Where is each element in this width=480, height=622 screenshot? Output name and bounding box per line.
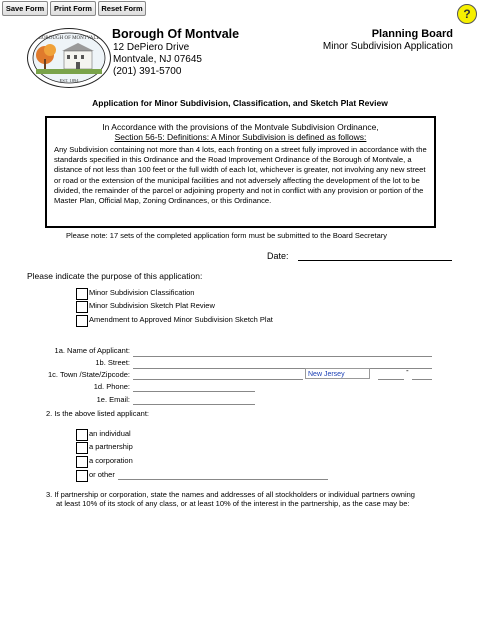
applicant-individual-label: an individual xyxy=(89,429,131,438)
applicant-street-label: 1b. Street: xyxy=(95,358,130,367)
applicant-email-input[interactable] xyxy=(133,395,255,405)
date-field[interactable] xyxy=(298,260,452,261)
applicant-town-label: 1c. Town /State/Zipcode: xyxy=(48,370,130,379)
help-icon[interactable]: ? xyxy=(457,4,477,24)
q2-label: 2. Is the above listed applicant: xyxy=(46,409,149,418)
seal-top-text: BOROUGH OF MONTVALE xyxy=(38,36,100,41)
reset-form-button[interactable]: Reset Form xyxy=(98,1,146,16)
applicant-individual-checkbox[interactable] xyxy=(76,429,88,441)
q3-line-1: 3. If partnership or corporation, state the names and addresses of all stockholders or individual partners owning xyxy=(46,490,415,499)
purpose-prompt: Please indicate the purpose of this application: xyxy=(27,271,203,281)
form-title: Application for Minor Subdivision, Classification, and Sketch Plat Review xyxy=(92,98,388,108)
seal-year-text: EST. 1894 xyxy=(59,78,79,83)
definition-body: Any Subdivision containing not more than 4 lots, each fronting on a street fully improved in accordance with the standards specified in this Ordinance and the Road Improvement Ordinance of the Borough of Montvale, a distance of not less than 100 feet or the full width of each lot, whichever is greater, not involving any new street or road or the extension of the municipal facilities and not adversely affecting the development of the lot to be divided, the remainder of the parcel or adjoining property and not in conflict with any provision or portion of the Master Plan, Official Map, Zoning Ordinances, or this Ordinance. xyxy=(54,145,427,206)
q3-line-2: at least 10% of its stock of any class, or at least 10% of the interest in the partnership, as the case may be: xyxy=(56,499,410,508)
applicant-other-input[interactable] xyxy=(118,470,328,480)
zip-dash: - xyxy=(406,366,409,375)
applicant-partnership-label: a partnership xyxy=(89,442,133,451)
municipality-name: Borough Of Montvale xyxy=(112,27,240,41)
applicant-zip-input[interactable] xyxy=(378,370,404,380)
definition-intro-2: Section 56-5: Definitions: A Minor Subdivision is defined as follows: xyxy=(114,132,367,142)
address-line-1: 12 DePiero Drive xyxy=(113,42,190,53)
purpose-sketch-review-checkbox[interactable] xyxy=(76,301,88,313)
address-line-2: Montvale, NJ 07645 xyxy=(113,54,202,65)
applicant-town-input[interactable] xyxy=(133,370,303,380)
definition-box xyxy=(45,116,436,228)
purpose-sketch-review-label: Minor Subdivision Sketch Plat Review xyxy=(89,301,215,310)
applicant-phone-input[interactable] xyxy=(133,382,255,392)
purpose-amendment-checkbox[interactable] xyxy=(76,315,88,327)
applicant-other-label: or other xyxy=(89,470,115,479)
board-name: Planning Board xyxy=(371,28,453,40)
applicant-street-input[interactable] xyxy=(133,359,432,369)
applicant-partnership-checkbox[interactable] xyxy=(76,442,88,454)
borough-seal-logo xyxy=(27,28,111,88)
applicant-name-label: 1a. Name of Applicant: xyxy=(54,346,130,355)
applicant-phone-label: 1d. Phone: xyxy=(93,382,130,391)
purpose-amendment-label: Amendment to Approved Minor Subdivision Sketch Plat xyxy=(89,315,273,324)
applicant-zip-ext-input[interactable] xyxy=(412,370,432,380)
applicant-state-input[interactable]: New Jersey xyxy=(305,368,370,379)
applicant-name-input[interactable] xyxy=(133,347,432,357)
form-name: Minor Subdivision Application xyxy=(322,41,453,52)
phone-number: (201) 391-5700 xyxy=(113,66,182,77)
definition-intro-1: In Accordance with the provisions of the Montvale Subdivision Ordinance, xyxy=(102,122,379,132)
applicant-email-label: 1e. Email: xyxy=(96,395,130,404)
save-form-button[interactable]: Save Form xyxy=(2,1,48,16)
applicant-other-checkbox[interactable] xyxy=(76,470,88,482)
purpose-classification-checkbox[interactable] xyxy=(76,288,88,300)
applicant-corporation-checkbox[interactable] xyxy=(76,456,88,468)
applicant-corporation-label: a corporation xyxy=(89,456,133,465)
print-form-button[interactable]: Print Form xyxy=(50,1,96,16)
purpose-classification-label: Minor Subdivision Classification xyxy=(89,288,195,297)
submission-note: Please note: 17 sets of the completed application form must be submitted to the Board Secretary xyxy=(66,231,388,240)
date-label: Date: xyxy=(267,251,289,261)
